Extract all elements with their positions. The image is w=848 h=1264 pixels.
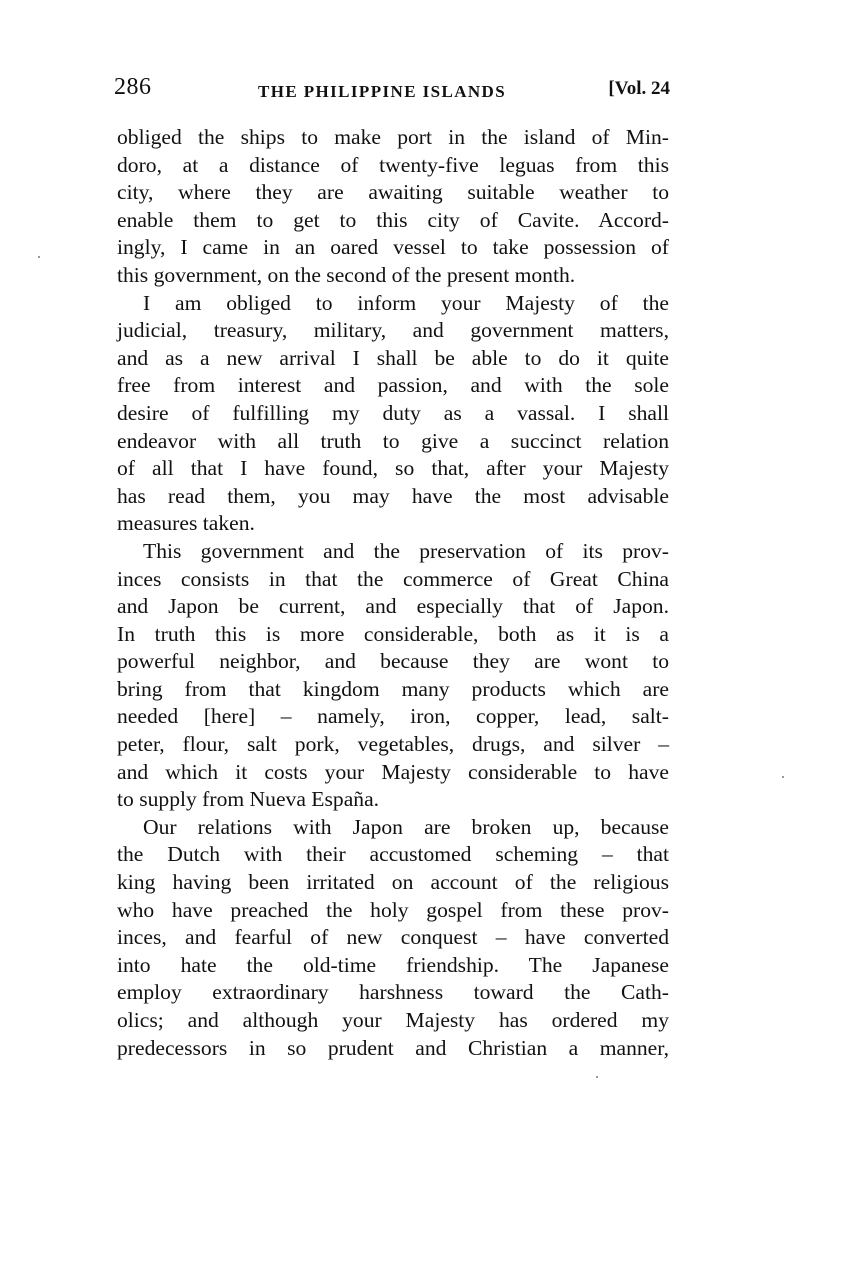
running-head bbox=[114, 74, 670, 108]
text-line: free from interest and passion, and with the sole bbox=[117, 373, 669, 398]
paragraph bbox=[117, 124, 669, 290]
text-line: employ extraordinary harshness toward the Cath- bbox=[117, 980, 669, 1005]
scan-speck bbox=[38, 256, 40, 258]
text-line: bring from that kingdom many products which are bbox=[117, 676, 669, 701]
text-line: of all that I have found, so that, after your Majesty bbox=[117, 456, 669, 481]
text-line: In truth this is more considerable, both as it is a bbox=[117, 621, 669, 646]
text-line: inces, and fearful of new conquest – have converted bbox=[117, 925, 669, 950]
text-line: and which it costs your Majesty considerable to have bbox=[117, 759, 669, 784]
scan-speck bbox=[782, 776, 784, 778]
scan-speck bbox=[596, 1076, 598, 1078]
paragraph bbox=[117, 814, 669, 1062]
paragraph bbox=[117, 538, 669, 814]
text-line: doro, at a distance of twenty-five leguas from this bbox=[117, 152, 669, 177]
text-line: city, where they are awaiting suitable weather to bbox=[117, 180, 669, 205]
page-number: 286 bbox=[114, 74, 152, 100]
text-line: desire of fulfilling my duty as a vassal. I shall bbox=[117, 400, 669, 425]
text-line: I am obliged to inform your Majesty of the bbox=[143, 290, 669, 315]
body-text bbox=[117, 124, 669, 1062]
text-line: needed [here] – namely, iron, copper, lead, salt- bbox=[117, 704, 669, 729]
text-line: and as a new arrival I shall be able to do it quite bbox=[117, 345, 669, 370]
text-line: inces consists in that the commerce of Great China bbox=[117, 566, 669, 591]
text-line: has read them, you may have the most advisable bbox=[117, 483, 669, 508]
text-line: Our relations with Japon are broken up, because bbox=[143, 814, 669, 839]
text-line: the Dutch with their accustomed scheming – that bbox=[117, 842, 669, 867]
text-line: king having been irritated on account of the religious bbox=[117, 870, 669, 895]
paragraph bbox=[117, 290, 669, 538]
text-line: enable them to get to this city of Cavite. Accord- bbox=[117, 207, 669, 232]
text-line: obliged the ships to make port in the island of Min- bbox=[117, 125, 669, 149]
text-line: powerful neighbor, and because they are wont to bbox=[117, 649, 669, 674]
text-line: judicial, treasury, military, and government matters, bbox=[117, 318, 669, 343]
text-line: and Japon be current, and especially that of Japon. bbox=[117, 594, 669, 619]
text-line: This government and the preservation of its prov- bbox=[143, 538, 669, 563]
text-line: ingly, I came in an oared vessel to take possession of bbox=[117, 235, 669, 260]
text-line: endeavor with all truth to give a succinct relation bbox=[117, 428, 669, 453]
text-line: this government, on the second of the present month. bbox=[117, 262, 576, 287]
volume-label: [Vol. 24 bbox=[608, 78, 670, 99]
text-line: to supply from Nueva España. bbox=[117, 787, 380, 812]
text-line: olics; and although your Majesty has ordered my bbox=[117, 1008, 669, 1032]
running-title: THE PHILIPPINE ISLANDS bbox=[258, 82, 507, 101]
text-line: measures taken. bbox=[117, 511, 255, 536]
text-line: who have preached the holy gospel from these prov- bbox=[117, 897, 669, 922]
text-line: into hate the old-time friendship. The Japanese bbox=[117, 952, 669, 977]
text-line: predecessors in so prudent and Christian a manner, bbox=[117, 1035, 669, 1060]
text-line: peter, flour, salt pork, vegetables, drugs, and silver – bbox=[117, 732, 669, 757]
